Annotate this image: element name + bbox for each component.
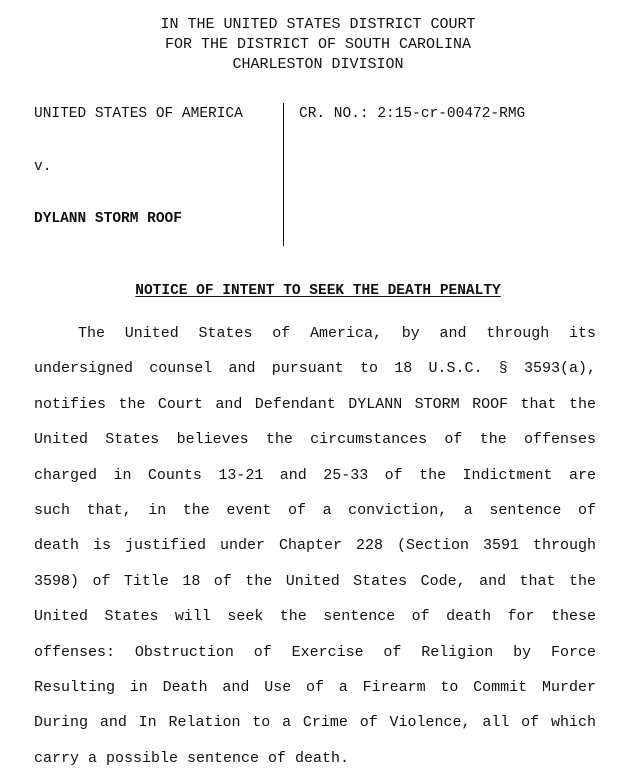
case-number: CR. NO.: 2:15-cr-00472-RMG — [299, 106, 526, 122]
notice-body — [34, 316, 596, 776]
body-line: 3598) of Title 18 of the United States Code, and that the — [34, 572, 596, 590]
court-district: FOR THE DISTRICT OF SOUTH CAROLINA — [164, 36, 472, 53]
court-division: CHARLESTON DIVISION — [232, 56, 404, 73]
body-line: carry a possible sentence of death. — [34, 749, 350, 767]
court-name: IN THE UNITED STATES DISTRICT COURT — [160, 16, 476, 33]
body-line: United States will seek the sentence of death for these — [34, 608, 596, 626]
body-line: offenses: Obstruction of Exercise of Religion by Force — [34, 643, 596, 661]
defendant-name: DYLANN STORM ROOF — [34, 211, 182, 227]
body-line: United States believes the circumstances of the offenses — [34, 431, 596, 449]
document-title — [0, 281, 636, 301]
body-line: undersigned counsel and pursuant to 18 U.S.C. § 3593(a), — [34, 360, 596, 378]
versus-label: v. — [34, 159, 52, 175]
body-line: notifies the Court and Defendant DYLANN STORM ROOF that the — [34, 395, 596, 413]
body-line: charged in Counts 13-21 and 25-33 of the Indictment are — [34, 466, 596, 484]
document-title-text: NOTICE OF INTENT TO SEEK THE DEATH PENALTY — [135, 283, 501, 299]
body-line: During and In Relation to a Crime of Violence, all of which — [34, 714, 596, 732]
body-line: such that, in the event of a conviction, a sentence of — [34, 501, 596, 519]
body-line: The United States of America, by and through its — [78, 325, 596, 342]
plaintiff-name: UNITED STATES OF AMERICA — [34, 106, 243, 122]
body-line: death is justified under Chapter 228 (Section 3591 through — [34, 537, 596, 555]
court-header — [0, 15, 636, 75]
body-line: Resulting in Death and Use of a Firearm to Commit Murder — [34, 678, 596, 696]
caption-divider — [283, 103, 284, 246]
